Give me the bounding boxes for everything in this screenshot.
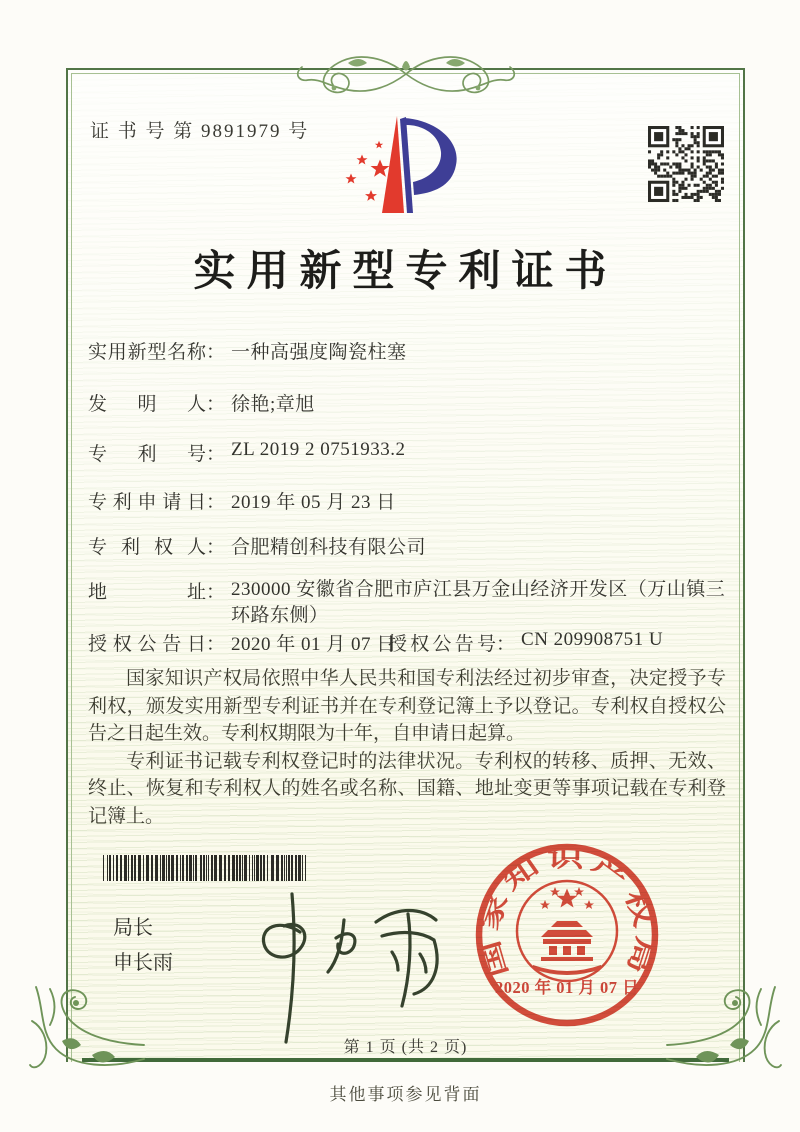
barcode-icon xyxy=(103,855,310,881)
field-grant-number xyxy=(388,629,663,656)
bottom-left-flourish-ornament-icon xyxy=(26,981,148,1077)
field-value: ZL 2019 2 0751933.2 xyxy=(231,439,406,460)
field-value: 徐艳;章旭 xyxy=(231,394,315,415)
director-signature-icon xyxy=(216,880,456,1055)
field-colon: ： xyxy=(496,634,516,655)
field-row-filing-date xyxy=(88,487,396,514)
field-row-grant-date xyxy=(88,629,664,656)
field-value: 2020 年 01 月 07 日 xyxy=(231,634,396,655)
director-title: 局长 xyxy=(113,917,153,939)
director-block xyxy=(113,911,173,981)
svg-text:国家知识产权局 xyxy=(475,844,659,982)
field-label: 地址 xyxy=(88,582,206,603)
field-value: 2019 年 05 月 23 日 xyxy=(231,492,396,513)
legal-paragraph-2: 专利证书记载专利权登记时的法律状况。专利权的转移、质押、无效、终止、恢复和专利权人的姓名或名称、国籍、地址变更等事项记载在专利登记簿上。 xyxy=(88,750,726,827)
field-label: 专利号 xyxy=(88,444,206,465)
certificate-sheet xyxy=(66,68,745,1062)
field-value: 230000 安徽省合肥市庐江县万金山经济开发区（万山镇三环路东侧） xyxy=(231,579,726,626)
field-row-address xyxy=(88,577,736,629)
field-label: 专利权人 xyxy=(88,537,206,558)
field-value: 合肥精创科技有限公司 xyxy=(231,537,427,558)
field-row-inventor xyxy=(88,389,315,416)
field-colon: ： xyxy=(206,634,226,655)
top-flourish-ornament-icon xyxy=(290,47,522,101)
frame-bottom-rule xyxy=(82,1058,729,1062)
seal-date: 2020 年 01 月 07 日 xyxy=(494,978,640,997)
legal-text-block xyxy=(88,665,726,830)
bottom-right-flourish-ornament-icon xyxy=(663,981,785,1077)
certificate-title: 实用新型专利证书 xyxy=(193,249,618,295)
field-row-patent-number xyxy=(88,439,406,466)
qr-code-icon xyxy=(648,126,724,202)
field-label: 发明人 xyxy=(88,394,206,415)
field-colon: ： xyxy=(206,537,226,558)
field-row-patentee xyxy=(88,532,426,559)
cnipa-red-seal-icon xyxy=(471,839,663,1031)
field-label: 授权公告日 xyxy=(88,634,206,655)
field-label: 授权公告号 xyxy=(388,634,496,655)
field-label: 专利申请日 xyxy=(88,492,206,513)
certificate-number: 证 书 号 第 9891979 号 xyxy=(90,121,310,142)
field-value: CN 209908751 U xyxy=(521,629,664,650)
seal-ring-text: 国家知识产权局 xyxy=(476,845,659,980)
legal-paragraph-1: 国家知识产权局依照中华人民共和国专利法经过初步审查，决定授予专利权，颁发实用新型专利证书并在专利登记簿上予以登记。专利权自授权公告之日起生效。专利权期限为十年，自申请日起算。 xyxy=(88,668,726,744)
cnipa-logo-icon xyxy=(342,112,466,220)
field-row-name xyxy=(88,337,407,364)
field-label: 实用新型名称 xyxy=(88,342,206,363)
field-colon: ： xyxy=(206,394,226,415)
director-name: 申长雨 xyxy=(113,952,173,974)
field-colon: ： xyxy=(206,444,226,465)
page-number-note: 第 1 页 (共 2 页) xyxy=(343,1039,468,1056)
field-colon: ： xyxy=(206,492,226,513)
field-colon: ： xyxy=(206,582,226,603)
field-value: 一种高强度陶瓷柱塞 xyxy=(231,342,407,363)
field-colon: ： xyxy=(206,342,226,363)
back-side-note: 其他事项参见背面 xyxy=(329,1085,482,1104)
